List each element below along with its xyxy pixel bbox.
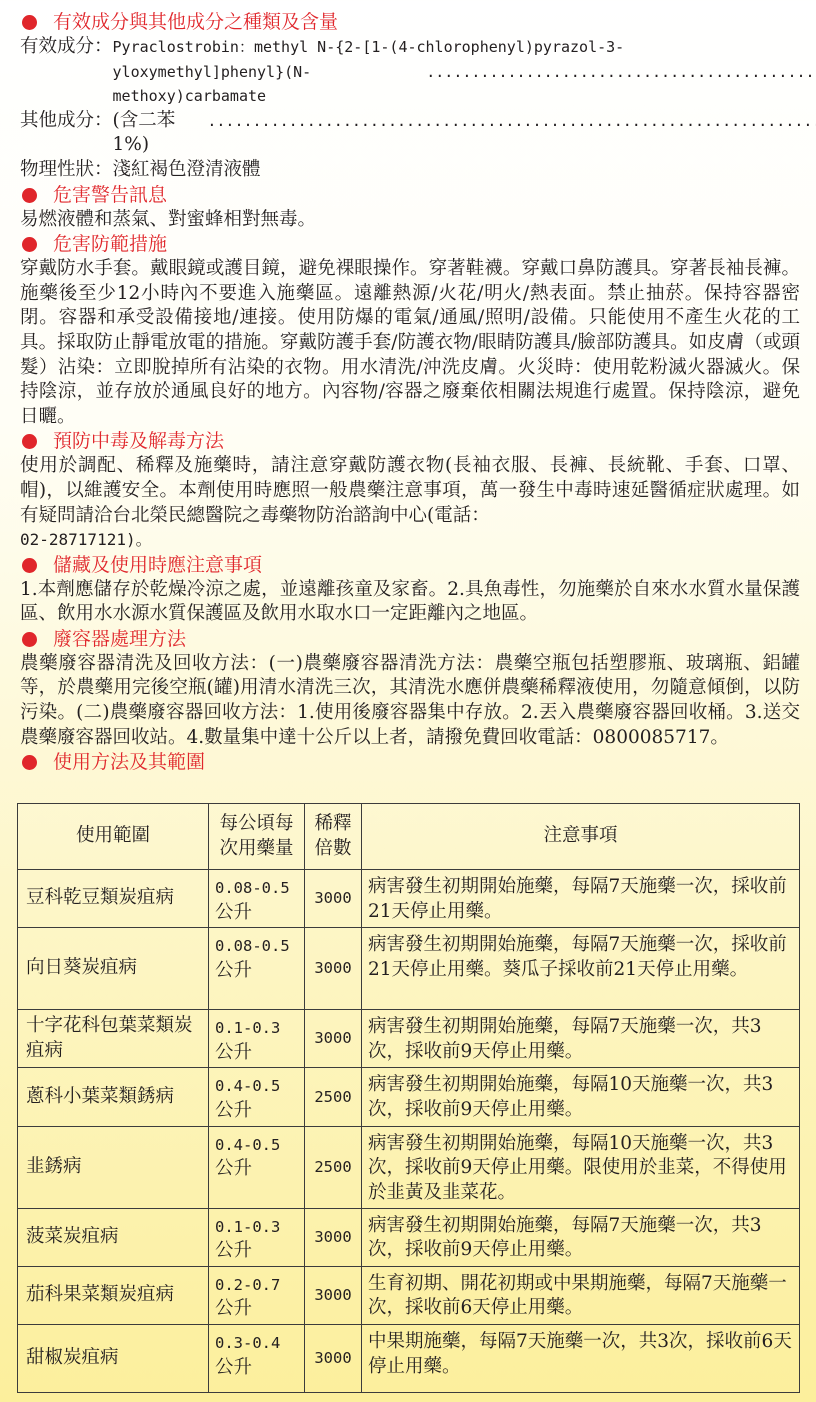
red-bullet-icon [22,558,37,573]
usage-table-body [18,870,800,1393]
crop-cell: 向日葵炭疽病 [18,928,209,1010]
active-ingredient-label: 有效成分： [20,36,113,57]
label-content [20,10,800,775]
section-heading-disposal: 廢容器處理方法 [20,627,800,652]
section-heading-poison: 預防中毒及解毒方法 [20,429,800,454]
section-heading-ingredients: 有效成分與其他成分之種類及含量 [20,10,800,35]
physical-property-text: 淺紅褐色澄清液體 [112,158,261,180]
dose-cell [209,870,305,928]
red-bullet-icon [22,434,37,449]
poison-phone: 02-28717121)。 [20,530,152,550]
physical-property-label: 物理性狀： [20,158,113,180]
dose-cell [209,928,305,1010]
table-row [18,1010,800,1068]
red-bullet-icon [22,755,37,770]
active-ingredient-line1: Pyraclostrobin：methyl N-{2-[1-(4-chlorophenyl)pyrazol-3- [112,38,625,56]
dose-value: 0.3-0.4 [215,1333,281,1352]
header-note: 注意事項 [362,804,800,870]
table-row [18,1266,800,1324]
dilution-cell: 3000 [305,1010,362,1068]
dilution-cell: 3000 [305,1208,362,1266]
table-row [18,1068,800,1126]
dose-value: 0.1-0.3 [215,1217,281,1236]
table-row [18,928,800,1010]
dose-unit: 公升 [215,959,253,981]
header-crop: 使用範圍 [18,804,209,870]
red-bullet-icon [22,632,37,647]
note-cell: 中果期施藥，每隔7天施藥一次，共3次，採收前6天停止用藥。 [362,1324,800,1392]
dose-cell [209,1266,305,1324]
dose-unit: 公升 [215,1158,253,1180]
table-row [18,870,800,928]
note-cell: 病害發生初期開始施藥，每隔7天施藥一次，採收前21天停止用藥。 [362,870,800,928]
section-heading-usage: 使用方法及其範圍 [20,750,800,775]
active-ingredient-row [20,35,800,109]
dose-unit: 公升 [215,1298,253,1320]
precaution-text: 穿戴防水手套。戴眼鏡或護目鏡，避免裸眼操作。穿著鞋襪。穿戴口鼻防護具。穿著長袖長褲。施藥後至少12小時內不要進入施藥區。遠離熱源/火花/明火/熱表面。禁止抽菸。保持容器密閉。容器和承受設備接地/連接。使用防爆的電氣/通風/照明/設備。只能使用不產生火花的工具。採取防止靜電放電的措施。穿戴防護手套/防護衣物/眼睛防護具/臉部防護具。如皮膚（或頭髮）沾染：立即脫掉所有沾染的衣物。用水清洗/沖洗皮膚。火災時：使用乾粉滅火器滅火。保持陰涼，並存放於通風良好的地方。內容物/容器之廢棄依相關法規進行處置。保持陰涼，避免日曬。 [20,258,800,427]
crop-cell: 蔥科小葉菜類銹病 [18,1068,209,1126]
red-bullet-icon [22,188,37,203]
dilution-cell: 2500 [305,1126,362,1208]
section-heading-storage: 儲藏及使用時應注意事項 [20,553,800,578]
dose-value: 0.1-0.3 [215,1019,281,1038]
note-cell: 病害發生初期開始施藥，每隔10天施藥一次，共3次，採收前9天停止用藥。限使用於韭菜，不得使用於韭黃及韭菜花。 [362,1126,800,1208]
dose-cell [209,1010,305,1068]
hazard-text: 易燃液體和蒸氣、對蜜蜂相對無毒。 [20,208,317,230]
usage-table-header [18,804,800,870]
dose-value: 0.08-0.5 [215,937,290,956]
section-heading-hazard: 危害警告訊息 [20,183,800,208]
usage-table [17,803,800,1393]
dose-value: 0.2-0.7 [215,1275,281,1294]
dilution-cell: 3000 [305,1266,362,1324]
disposal-text: 農藥廢容器清洗及回收方法：(一)農藥廢容器清洗方法：農藥空瓶包括塑膠瓶、玻璃瓶、鋁罐等，於農藥用完後空瓶(罐)用清水清洗三次，其清洗水應併農藥稀釋液使用，勿隨意傾倒，以防污染。(二)農藥廢容器回收方法：1.使用後廢容器集中存放。2.丟入農藥廢容器回收桶。3.送交農藥廢容器回收站。4.數量集中達十公斤以上者，請撥免費回收電話：0800085717。 [20,652,800,748]
note-cell: 病害發生初期開始施藥，每隔7天施藥一次，共3次，採收前9天停止用藥。 [362,1010,800,1068]
crop-cell: 甜椒炭疽病 [18,1324,209,1392]
other-ingredient-label: 其他成分： [20,109,113,131]
crop-cell: 十字花科包葉菜類炭疽病 [18,1010,209,1068]
dose-value: 0.4-0.5 [215,1135,281,1154]
table-row [18,1324,800,1392]
crop-cell: 菠菜炭疽病 [18,1208,209,1266]
storage-text: 1.本劑應儲存於乾燥冷涼之處，並遠離孩童及家畜。2.具魚毒性，勿施藥於自來水水質水量保護區、飲用水水源水質保護區及飲用水取水口一定距離內之地區。 [20,578,800,625]
dose-cell [209,1068,305,1126]
dose-cell [209,1126,305,1208]
dose-cell [209,1324,305,1392]
header-dose: 每公頃每 次用藥量 [209,804,305,870]
dose-unit: 公升 [215,1356,253,1378]
other-ingredient-row [20,109,800,158]
dose-cell [209,1208,305,1266]
note-cell: 生育初期、開花初期或中果期施藥，每隔7天施藥一次，採收前6天停止用藥。 [362,1266,800,1324]
dose-unit: 公升 [215,901,253,923]
crop-cell: 豆科乾豆類炭疽病 [18,870,209,928]
dilution-cell: 3000 [305,928,362,1010]
dose-unit: 公升 [215,1240,253,1262]
dose-value: 0.08-0.5 [215,879,290,897]
note-cell: 病害發生初期開始施藥，每隔7天施藥一次，採收前21天停止用藥。葵瓜子採收前21天停止用藥。 [362,928,800,1010]
other-ingredient-text: (含二苯1%) [112,109,176,156]
table-row [18,1126,800,1208]
header-dilution: 稀釋 倍數 [305,804,362,870]
active-ingredient-line2: yloxymethyl]phenyl}(N-methoxy)carbamate [112,62,312,106]
crop-cell: 韭銹病 [18,1126,209,1208]
table-row [18,1208,800,1266]
dilution-cell: 3000 [305,870,362,928]
dilution-cell: 2500 [305,1068,362,1126]
note-cell: 病害發生初期開始施藥，每隔10天施藥一次，共3次，採收前9天停止用藥。 [362,1068,800,1126]
red-bullet-icon [22,15,37,30]
note-cell: 病害發生初期開始施藥，每隔7天施藥一次，共3次，採收前9天停止用藥。 [362,1208,800,1266]
crop-cell: 茄科果菜類炭疽病 [18,1266,209,1324]
poison-text: 使用於調配、稀釋及施藥時，請注意穿戴防護衣物(長袖衣服、長褲、長統靴、手套、口罩、帽)，以維護安全。本劑使用時應照一般農藥注意事項，萬一發生中毒時速延醫循症狀處理。如有疑問請洽台北榮民總醫院之毒藥物防治諮詢中心(電話： [20,455,800,526]
dose-value: 0.4-0.5 [215,1077,281,1096]
dose-unit: 公升 [215,1041,253,1063]
section-heading-precaution: 危害防範措施 [20,232,800,257]
dose-unit: 公升 [215,1099,253,1121]
red-bullet-icon [22,237,37,252]
physical-property-row [20,158,800,183]
dilution-cell: 3000 [305,1324,362,1392]
